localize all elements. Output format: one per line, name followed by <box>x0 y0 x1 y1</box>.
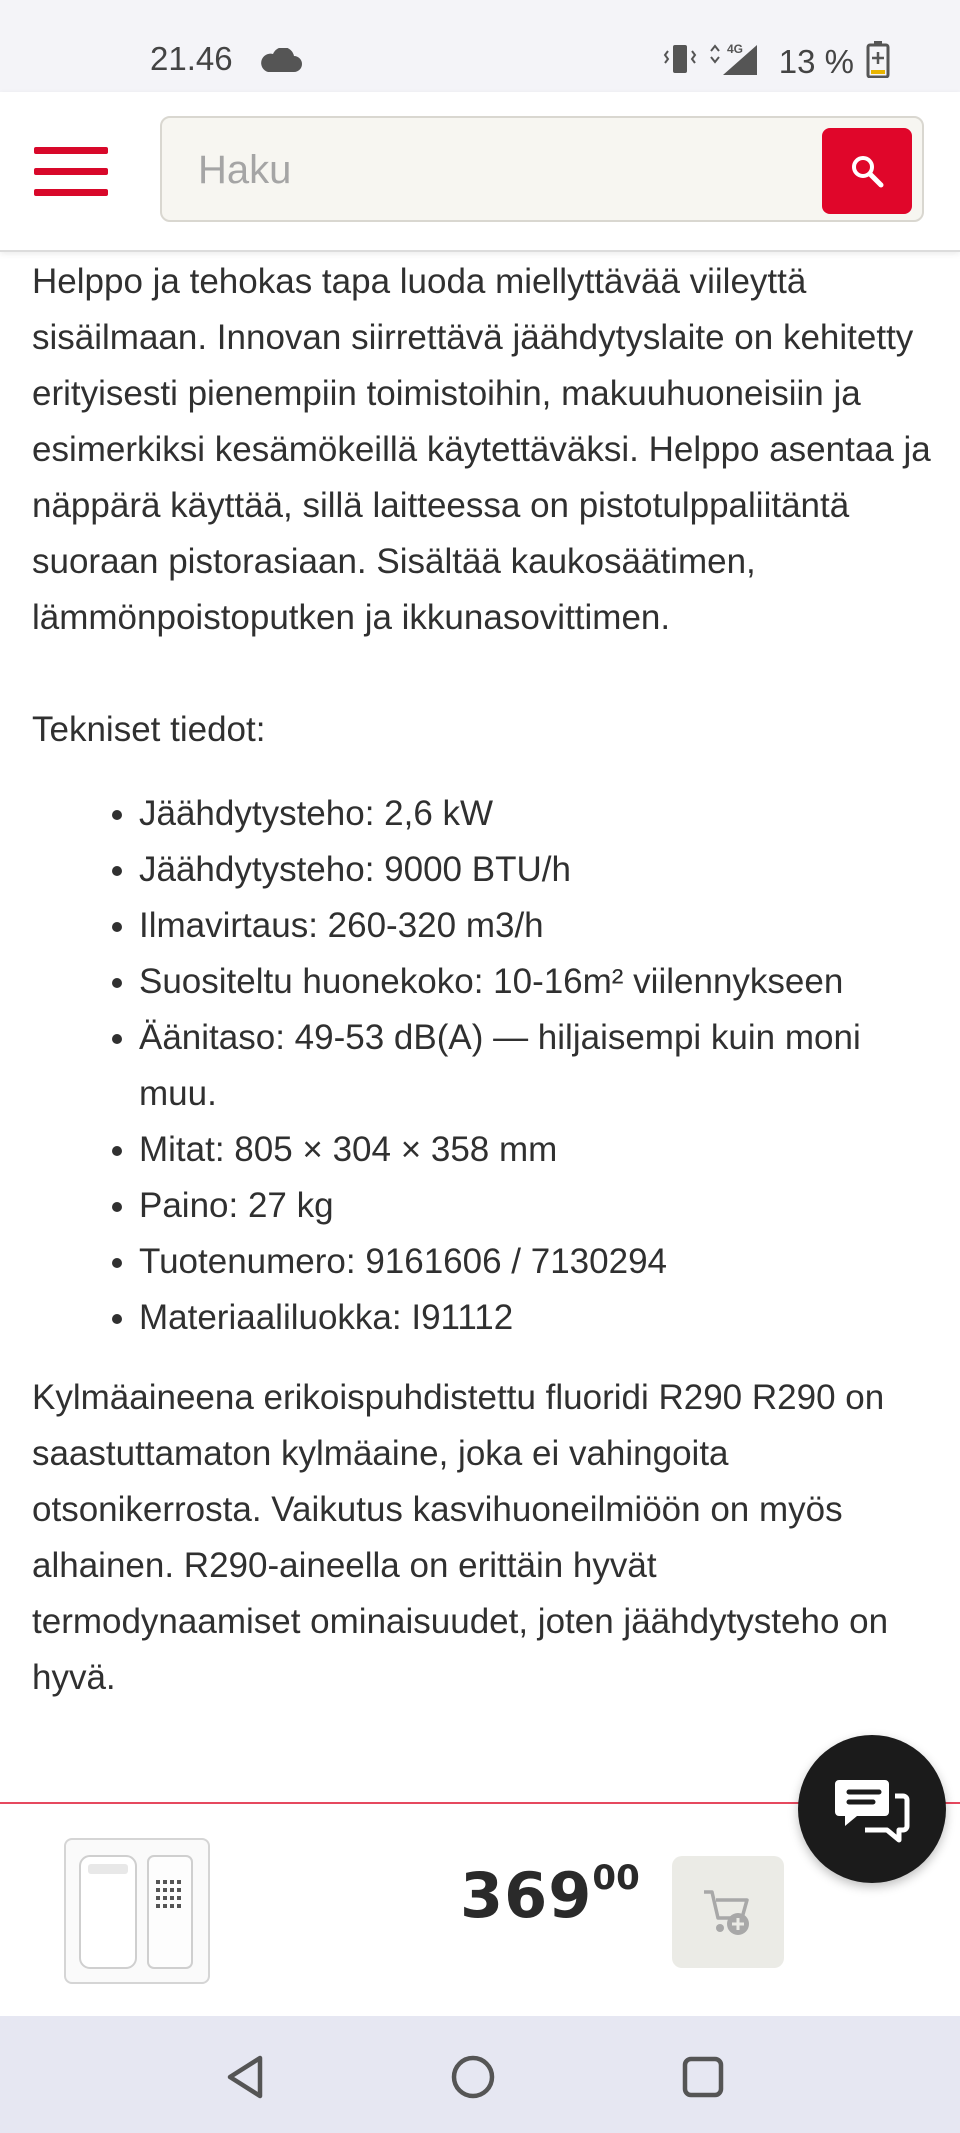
add-to-cart-button[interactable] <box>672 1856 784 1968</box>
battery-charging-icon <box>866 40 890 83</box>
search-button[interactable] <box>822 128 912 214</box>
recents-icon[interactable] <box>680 2054 726 2105</box>
spec-item: • Paino: 27 kg <box>139 1178 932 1234</box>
spec-item: • Jäähdytysteho: 9000 BTU/h <box>139 842 932 898</box>
cloud-icon <box>258 48 302 79</box>
battery-percent: 13 % <box>778 42 854 80</box>
price <box>460 1858 640 1932</box>
home-icon[interactable] <box>450 2054 496 2105</box>
signal-4g-icon <box>709 41 759 82</box>
spec-item: • Äänitaso: 49-53 dB(A) — hiljaisempi kuin moni muu. <box>139 1010 932 1122</box>
vibrate-icon <box>663 42 697 81</box>
description-intro: Helppo ja tehokas tapa luoda miellyttävää viileyttä sisäilmaan. Innovan siirrettävä jäähdytyslaite on kehitetty erityisesti pienempiin toimistoihin, makuuhuoneisiin ja esimerkiksi kesämökeillä käytettäväksi. Helppo asentaa ja näppärä käyttää, sillä laitteessa on pistotulppaliitäntä suoraan pistorasiaan. Sisältää kaukosäätimen, lämmönpoistoputken ja ikkunasovittimen. <box>32 262 931 637</box>
price-decimals: 00 <box>592 1858 640 1898</box>
refrigerant-text: Kylmäaineena erikoispuhdistettu fluoridi R290 R290 on saastuttamaton kylmäaine, joka ei vahingoita otsonikerrosta. Vaikutus kasvihuoneilmiöön on myös alhainen. R290-aineella on erittäin hyvät termodynaamiset ominaisuudet, joten jäähdytysteho on hyvä. <box>32 1378 889 1697</box>
cart-add-icon <box>700 1886 756 1938</box>
spec-item: • Suositeltu huonekoko: 10-16m² viilennykseen <box>139 954 932 1010</box>
spec-item: • Ilmavirtaus: 260-320 m3/h <box>139 898 932 954</box>
product-thumbnail[interactable] <box>64 1838 210 1984</box>
spec-item: • Materiaaliluokka: I91112 <box>139 1290 932 1346</box>
specs-title: Tekniset tiedot: <box>32 710 266 749</box>
product-description <box>32 254 932 1706</box>
search-input[interactable] <box>196 136 760 204</box>
price-integer: 369 <box>460 1859 593 1932</box>
chat-button[interactable] <box>798 1735 946 1883</box>
chat-icon <box>833 1774 911 1844</box>
spec-item: • Tuotenumero: 9161606 / 7130294 <box>139 1234 932 1290</box>
spec-item: • Jäähdytysteho: 2,6 kW <box>139 786 932 842</box>
status-time: 21.46 <box>150 40 233 77</box>
system-nav-bar <box>0 2016 960 2133</box>
search-icon <box>850 154 884 188</box>
svg-text:4G: 4G <box>726 42 743 56</box>
site-header <box>0 92 960 252</box>
spec-item: • Mitat: 805 × 304 × 358 mm <box>139 1122 932 1178</box>
back-icon[interactable] <box>222 2054 268 2105</box>
menu-icon[interactable] <box>34 147 108 197</box>
search-bar <box>160 116 924 222</box>
specs-list <box>32 786 932 1346</box>
status-bar <box>0 0 960 92</box>
